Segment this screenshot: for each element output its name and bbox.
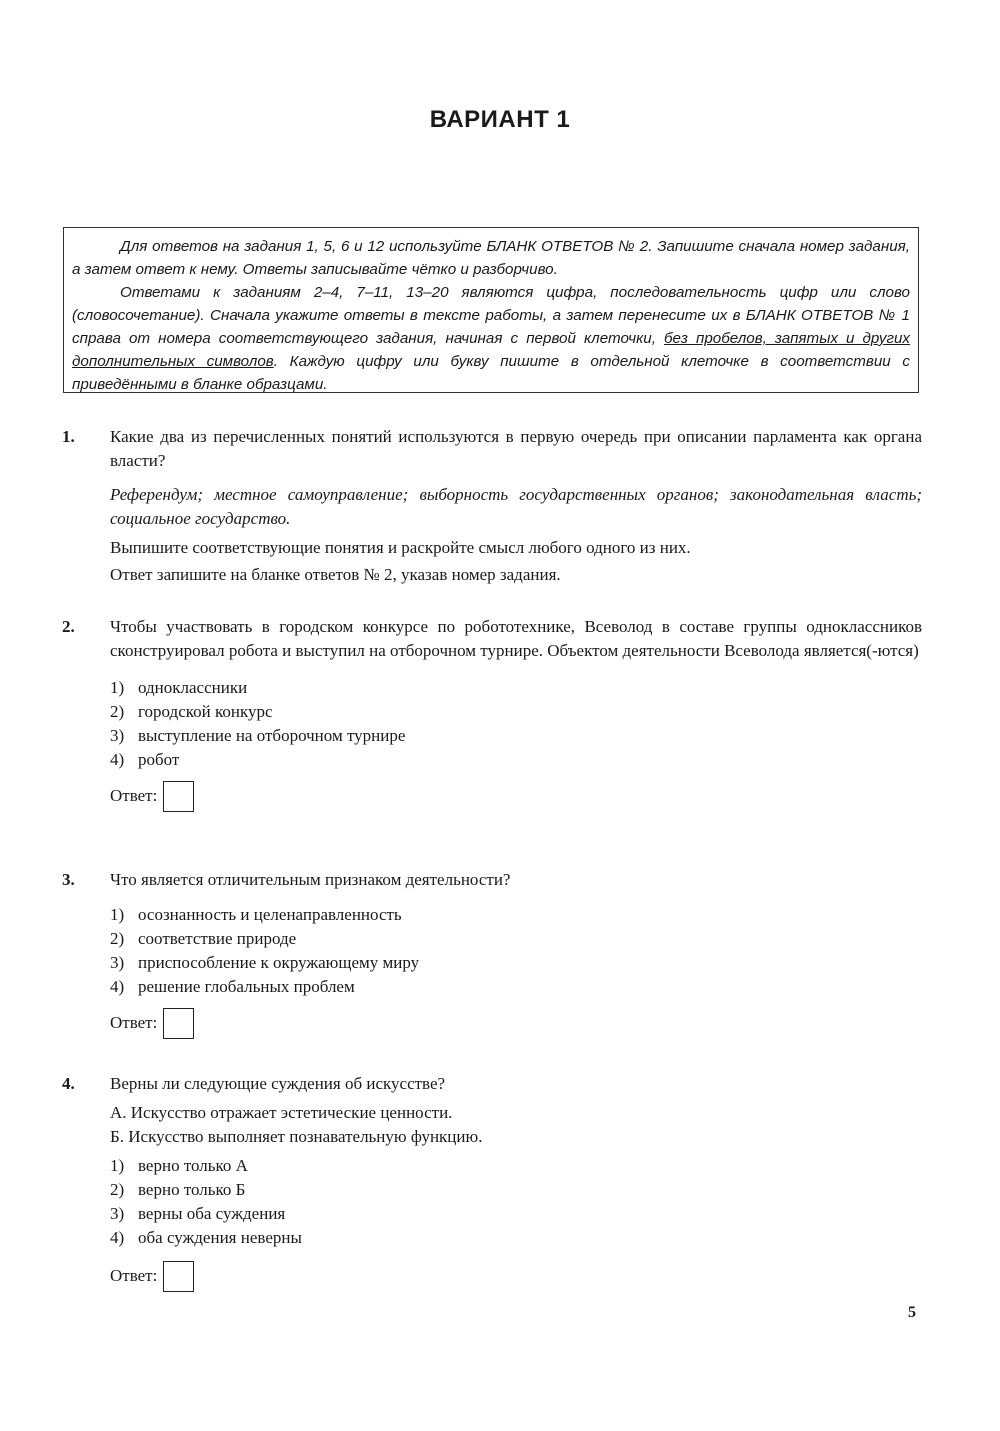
statement-a: А. Искусство отражает эстетические ценности. <box>110 1103 453 1122</box>
answer-label: Ответ: <box>110 1013 158 1032</box>
options-list <box>110 1154 922 1250</box>
question-1 <box>62 425 922 587</box>
page-title: ВАРИАНТ 1 <box>429 106 571 133</box>
question-text: Какие два из перечисленных понятий используются в первую очередь при описании парламента как органа власти? <box>110 427 922 470</box>
option[interactable]: 4) оба суждения неверны <box>110 1228 302 1247</box>
option[interactable]: 3) приспособление к окружающему миру <box>110 953 420 972</box>
option[interactable]: 1) верно только А <box>110 1156 248 1175</box>
statement-b: Б. Искусство выполняет познавательную функцию. <box>110 1127 483 1146</box>
option[interactable]: 4) робот <box>110 750 180 769</box>
question-3 <box>62 868 922 1041</box>
options-list <box>110 676 922 772</box>
answer-instruction: Ответ запишите на бланке ответов № 2, указав номер задания. <box>110 565 561 584</box>
instructions-box <box>63 227 919 393</box>
concept-list: Референдум; местное самоуправление; выборность государственных органов; законодательная власть; социальное государство. <box>110 485 922 528</box>
option[interactable]: 4) решение глобальных проблем <box>110 977 355 996</box>
question-number: 2. <box>62 617 75 636</box>
instructions-p2-start: Ответами к заданиям 2–4, 7–11, 13–20 являются цифра, последовательность цифр или слово (словосочетание). Сначала укажите ответы в тексте работы, а затем перенесите их в БЛАНК ОТВЕТОВ № 1 справа от номера соответствующего задания, начиная с первой клеточки, <box>72 284 910 347</box>
option[interactable]: 2) соответствие природе <box>110 929 297 948</box>
instructions-paragraph-1: Для ответов на задания 1, 5, 6 и 12 используйте БЛАНК ОТВЕТОВ № 2. Запишите сначала номер задания, а затем ответ к нему. Ответы записывайте чётко и разборчиво. <box>72 238 910 278</box>
option[interactable]: 1) одноклассники <box>110 678 248 697</box>
instructions-paragraph-2 <box>72 281 910 396</box>
answer-row <box>110 1005 922 1041</box>
question-2 <box>62 615 922 814</box>
answer-row <box>110 1258 922 1294</box>
option[interactable]: 3) выступление на отборочном турнире <box>110 726 406 745</box>
answer-label: Ответ: <box>110 1266 158 1285</box>
page-number: 5 <box>908 1304 916 1321</box>
option[interactable]: 1) осознанность и целенаправленность <box>110 905 402 924</box>
options-list <box>110 903 922 999</box>
option[interactable]: 3) верны оба суждения <box>110 1204 286 1223</box>
answer-label: Ответ: <box>110 786 158 805</box>
question-text: Верны ли следующие суждения об искусстве? <box>110 1074 446 1093</box>
task-instruction: Выпишите соответствующие понятия и раскройте смысл любого одного из них. <box>110 538 691 557</box>
instructions-underlined-text: без пробелов, запятых и других дополнительных символов <box>72 330 910 370</box>
answer-box[interactable] <box>163 781 194 812</box>
question-number: 3. <box>62 870 75 889</box>
option[interactable]: 2) городской конкурс <box>110 702 273 721</box>
question-text: Чтобы участвовать в городском конкурсе по робототехнике, Всеволод в составе группы одноклассников сконструировал робота и выступил на отборочном турнире. Объектом деятельности Всеволода является(-ются) <box>110 617 922 660</box>
answer-box[interactable] <box>163 1008 194 1039</box>
instructions-p2-end: . Каждую цифру или букву пишите в отдельной клеточке в соответствии с приведёнными в бланке образцами. <box>72 353 910 393</box>
option[interactable]: 2) верно только Б <box>110 1180 246 1199</box>
question-text: Что является отличительным признаком деятельности? <box>110 870 511 889</box>
question-number: 4. <box>62 1074 75 1093</box>
question-4 <box>62 1072 922 1294</box>
question-number: 1. <box>62 427 75 446</box>
answer-row <box>110 778 922 814</box>
answer-box[interactable] <box>163 1261 194 1292</box>
